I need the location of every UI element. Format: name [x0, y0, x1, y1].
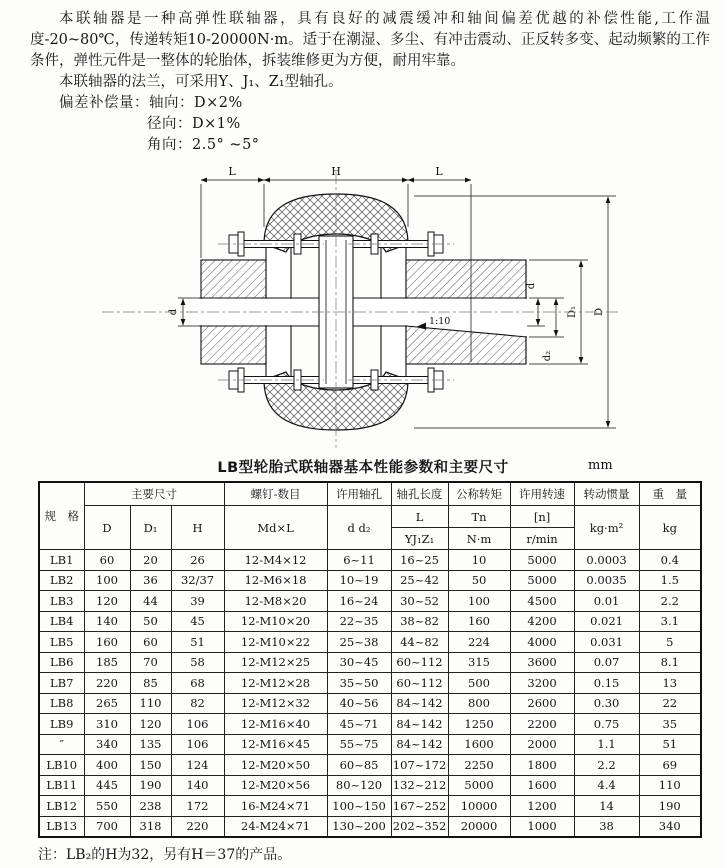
cell: 55~75: [327, 734, 391, 755]
cell: 185: [84, 652, 130, 673]
cell: 12-M6×18: [224, 570, 327, 591]
cell: 132~212: [391, 775, 448, 796]
cell: 22~35: [327, 611, 391, 632]
cell: 0.031: [574, 632, 639, 653]
cell: 12-M12×28: [224, 673, 327, 694]
cell: 167~252: [391, 796, 448, 817]
intro-paragraph-2: 本联轴器的法兰，可采用Y、J₁、Z₁型轴孔。: [59, 74, 343, 90]
cell: 2.2: [574, 755, 639, 776]
table-row: [39, 714, 701, 735]
comp-value: 2.5° ~5°: [192, 137, 260, 153]
col-inertia-unit: kg·m²: [574, 506, 639, 550]
col-torque-Tn: Tn: [448, 506, 510, 528]
cell: 12-M12×32: [224, 693, 327, 714]
cell: 12-M16×45: [224, 734, 327, 755]
table-row: [39, 570, 701, 591]
cell: 135: [130, 734, 171, 755]
cell: 4200: [510, 611, 574, 632]
cell: 24-M24×71: [224, 816, 327, 837]
cell: 60~85: [327, 755, 391, 776]
cell: 70: [130, 652, 171, 673]
cell: 1600: [510, 775, 574, 796]
dim-label-d-right: d: [526, 282, 537, 290]
cell: 10000: [448, 796, 510, 817]
cell: 0.021: [574, 611, 639, 632]
cell: 1200: [510, 796, 574, 817]
col-bore-sub: d d₂: [327, 506, 391, 550]
cell: LB7: [39, 673, 84, 694]
cell: 500: [448, 673, 510, 694]
cell: 140: [84, 611, 130, 632]
cell: 45: [171, 611, 224, 632]
cell: 550: [84, 796, 130, 817]
cell: 39: [171, 591, 224, 612]
cell: 13: [639, 673, 701, 694]
footnote: 注：LB₂的H为32，另有H＝37的产品。: [38, 847, 292, 863]
cell: 2200: [510, 714, 574, 735]
cell: 3200: [510, 673, 574, 694]
cell: 190: [639, 796, 701, 817]
cell: 120: [130, 714, 171, 735]
comp-key: 角向：: [147, 137, 192, 153]
comp-line-angular: [147, 135, 710, 156]
cell: LB12: [39, 796, 84, 817]
cell: 700: [84, 816, 130, 837]
cell: 50: [130, 611, 171, 632]
col-D: D: [84, 506, 130, 550]
cell: 14: [574, 796, 639, 817]
cell: 140: [171, 775, 224, 796]
cell: LB13: [39, 816, 84, 837]
cell: 0.15: [574, 673, 639, 694]
cell: 106: [171, 734, 224, 755]
table-row: [39, 775, 701, 796]
cell: 25~38: [327, 632, 391, 653]
col-screws: 螺钉-数目: [224, 482, 327, 506]
cell: 5000: [510, 570, 574, 591]
cell: 2000: [510, 734, 574, 755]
cell: 16~25: [391, 550, 448, 571]
cell: 4.4: [574, 775, 639, 796]
cell: 44~82: [391, 632, 448, 653]
cell: 10: [448, 550, 510, 571]
cell: 68: [171, 673, 224, 694]
col-weight: 重 量: [639, 482, 701, 506]
col-bore-length-L: L: [391, 506, 448, 528]
cell: 160: [448, 611, 510, 632]
cell: 110: [130, 693, 171, 714]
table-title: LB型轮胎式联轴器基本性能参数和主要尺寸: [217, 460, 509, 476]
cell: 22: [639, 693, 701, 714]
cell: 12-M20×50: [224, 755, 327, 776]
cell: 110: [639, 775, 701, 796]
cell: 0.75: [574, 714, 639, 735]
cell: 400: [84, 755, 130, 776]
cell: 220: [84, 673, 130, 694]
col-screws-sub: Md×L: [224, 506, 327, 550]
cell: 58: [171, 652, 224, 673]
table-row: [39, 816, 701, 837]
cell: 4500: [510, 591, 574, 612]
unit-label: mm: [588, 458, 613, 473]
dim-label-d-left: d: [168, 308, 179, 316]
col-speed-n: [n]: [510, 506, 574, 528]
cell: 45~71: [327, 714, 391, 735]
cell: 1800: [510, 755, 574, 776]
cell: 202~352: [391, 816, 448, 837]
table-row: [39, 673, 701, 694]
cell: 100: [84, 570, 130, 591]
cell: 0.30: [574, 693, 639, 714]
header-row-2: [39, 506, 701, 528]
cell: 2.2: [639, 591, 701, 612]
cell: 60~112: [391, 652, 448, 673]
cell: 30~52: [391, 591, 448, 612]
cell: ″: [39, 734, 84, 755]
cell: 20000: [448, 816, 510, 837]
table-row: [39, 591, 701, 612]
cell: 150: [130, 755, 171, 776]
col-weight-unit: kg: [639, 506, 701, 550]
cell: 160: [84, 632, 130, 653]
col-bore-length: 轴孔长度: [391, 482, 448, 506]
cell: 5: [639, 632, 701, 653]
cell: 38~82: [391, 611, 448, 632]
col-speed-unit: r/min: [510, 528, 574, 550]
header-row-1: [39, 482, 701, 506]
cell: LB6: [39, 652, 84, 673]
table-title-row: [0, 456, 726, 478]
cell: LB5: [39, 632, 84, 653]
comp-line-axial: [59, 93, 710, 114]
cell: 4000: [510, 632, 574, 653]
cell: 38: [574, 816, 639, 837]
technical-drawing: [86, 160, 631, 452]
cell: LB2: [39, 570, 84, 591]
table-row: [39, 611, 701, 632]
taper-label: 1:10: [429, 316, 451, 327]
cell: LB10: [39, 755, 84, 776]
cell: 315: [448, 652, 510, 673]
cell: 10~19: [327, 570, 391, 591]
cell: 20: [130, 550, 171, 571]
cell: 0.07: [574, 652, 639, 673]
cell: 1600: [448, 734, 510, 755]
col-speed: 许用转速: [510, 482, 574, 506]
col-torque-unit: N·m: [448, 528, 510, 550]
comp-key: 径向：: [147, 116, 192, 132]
cell: 69: [639, 755, 701, 776]
cell: 51: [171, 632, 224, 653]
col-spec: 规 格: [39, 482, 84, 550]
dim-label-D: D: [594, 307, 605, 317]
cell: LB4: [39, 611, 84, 632]
cell: 44: [130, 591, 171, 612]
dim-label-H: H: [331, 165, 341, 178]
cell: 220: [171, 816, 224, 837]
cell: 35: [639, 714, 701, 735]
comp-label: 偏差补偿量：: [59, 95, 149, 111]
cell: 51: [639, 734, 701, 755]
table-row: [39, 796, 701, 817]
cell: 318: [130, 816, 171, 837]
cell: 12-M10×22: [224, 632, 327, 653]
cell: 35~50: [327, 673, 391, 694]
cell: 3.1: [639, 611, 701, 632]
cell: 32/37: [171, 570, 224, 591]
cell: 0.01: [574, 591, 639, 612]
cell: 12-M8×20: [224, 591, 327, 612]
cell: 12-M4×12: [224, 550, 327, 571]
cell: LB1: [39, 550, 84, 571]
cell: 106: [171, 714, 224, 735]
intro-section: [0, 0, 726, 156]
cell: 1250: [448, 714, 510, 735]
cell: 60~112: [391, 673, 448, 694]
cell: 60: [130, 632, 171, 653]
cell: 2250: [448, 755, 510, 776]
cell: 12-M10×20: [224, 611, 327, 632]
col-bore-length-types: YJ₁Z₁: [391, 528, 448, 550]
col-H: H: [171, 506, 224, 550]
cell: 3600: [510, 652, 574, 673]
cell: 1000: [510, 816, 574, 837]
cell: 6~11: [327, 550, 391, 571]
cell: 120: [84, 591, 130, 612]
cell: 60: [84, 550, 130, 571]
cell: 0.4: [639, 550, 701, 571]
cell: 340: [639, 816, 701, 837]
cell: 265: [84, 693, 130, 714]
cell: 84~142: [391, 714, 448, 735]
cell: 190: [130, 775, 171, 796]
drawing-section: [86, 160, 726, 456]
cell: 40~56: [327, 693, 391, 714]
col-bore: 许用轴孔: [327, 482, 391, 506]
cell: 80~120: [327, 775, 391, 796]
table-row: [39, 550, 701, 571]
cell: 800: [448, 693, 510, 714]
dim-label-L-right: L: [435, 165, 443, 178]
cell: 36: [130, 570, 171, 591]
spec-table: [38, 481, 702, 838]
cell: 172: [171, 796, 224, 817]
cell: LB3: [39, 591, 84, 612]
table-row: [39, 652, 701, 673]
cell: 30~45: [327, 652, 391, 673]
dim-label-L-left: L: [228, 165, 236, 178]
col-torque: 公称转矩: [448, 482, 510, 506]
cell: 5000: [510, 550, 574, 571]
cell: 130~200: [327, 816, 391, 837]
col-D1: D₁: [130, 506, 171, 550]
cell: 50: [448, 570, 510, 591]
col-inertia: 转动惯量: [574, 482, 639, 506]
cell: 16~24: [327, 591, 391, 612]
table-row: [39, 632, 701, 653]
cell: 124: [171, 755, 224, 776]
dim-label-D1: D₁: [567, 305, 578, 319]
cell: 12-M20×56: [224, 775, 327, 796]
cell: 25~42: [391, 570, 448, 591]
cell: 2600: [510, 693, 574, 714]
cell: 1.5: [639, 570, 701, 591]
cell: 12-M16×40: [224, 714, 327, 735]
cell: LB11: [39, 775, 84, 796]
comp-key: 轴向：: [149, 95, 194, 111]
cell: 100: [448, 591, 510, 612]
cell: LB9: [39, 714, 84, 735]
cell: 310: [84, 714, 130, 735]
cell: 0.0003: [574, 550, 639, 571]
cell: 107~172: [391, 755, 448, 776]
cell: 445: [84, 775, 130, 796]
intro-paragraph-1: 本联轴器是一种高弹性联轴器，具有良好的减震缓冲和轴间偏差优越的补偿性能,工作温度-20~80℃，传递转矩10-20000N·m。适于在潮湿、多尘、有冲击震动、正反转多变、起动频繁的工作条件，弹性元件是一整体的轮胎体，拆装维修更为方便，耐用牢靠。: [30, 11, 710, 69]
cell: 84~142: [391, 734, 448, 755]
cell: 82: [171, 693, 224, 714]
comp-value: D×1%: [192, 116, 241, 132]
table-body: [39, 550, 701, 838]
col-main-dims: 主要尺寸: [84, 482, 224, 506]
cell: 84~142: [391, 693, 448, 714]
cell: 1.1: [574, 734, 639, 755]
cell: LB8: [39, 693, 84, 714]
cell: 8.1: [639, 652, 701, 673]
cell: 26: [171, 550, 224, 571]
comp-line-radial: [147, 114, 710, 135]
cell: 5000: [448, 775, 510, 796]
cell: 12-M12×25: [224, 652, 327, 673]
cell: 224: [448, 632, 510, 653]
table-row: [39, 755, 701, 776]
dim-label-d2: d₂: [542, 350, 553, 362]
cell: 238: [130, 796, 171, 817]
comp-value: D×2%: [194, 95, 243, 111]
compensation-block: [30, 93, 710, 156]
cell: 0.0035: [574, 570, 639, 591]
cell: 16-M24×71: [224, 796, 327, 817]
table-row: [39, 693, 701, 714]
cell: 85: [130, 673, 171, 694]
cell: 340: [84, 734, 130, 755]
table-header: [39, 482, 701, 550]
table-row: [39, 734, 701, 755]
cell: 100~150: [327, 796, 391, 817]
